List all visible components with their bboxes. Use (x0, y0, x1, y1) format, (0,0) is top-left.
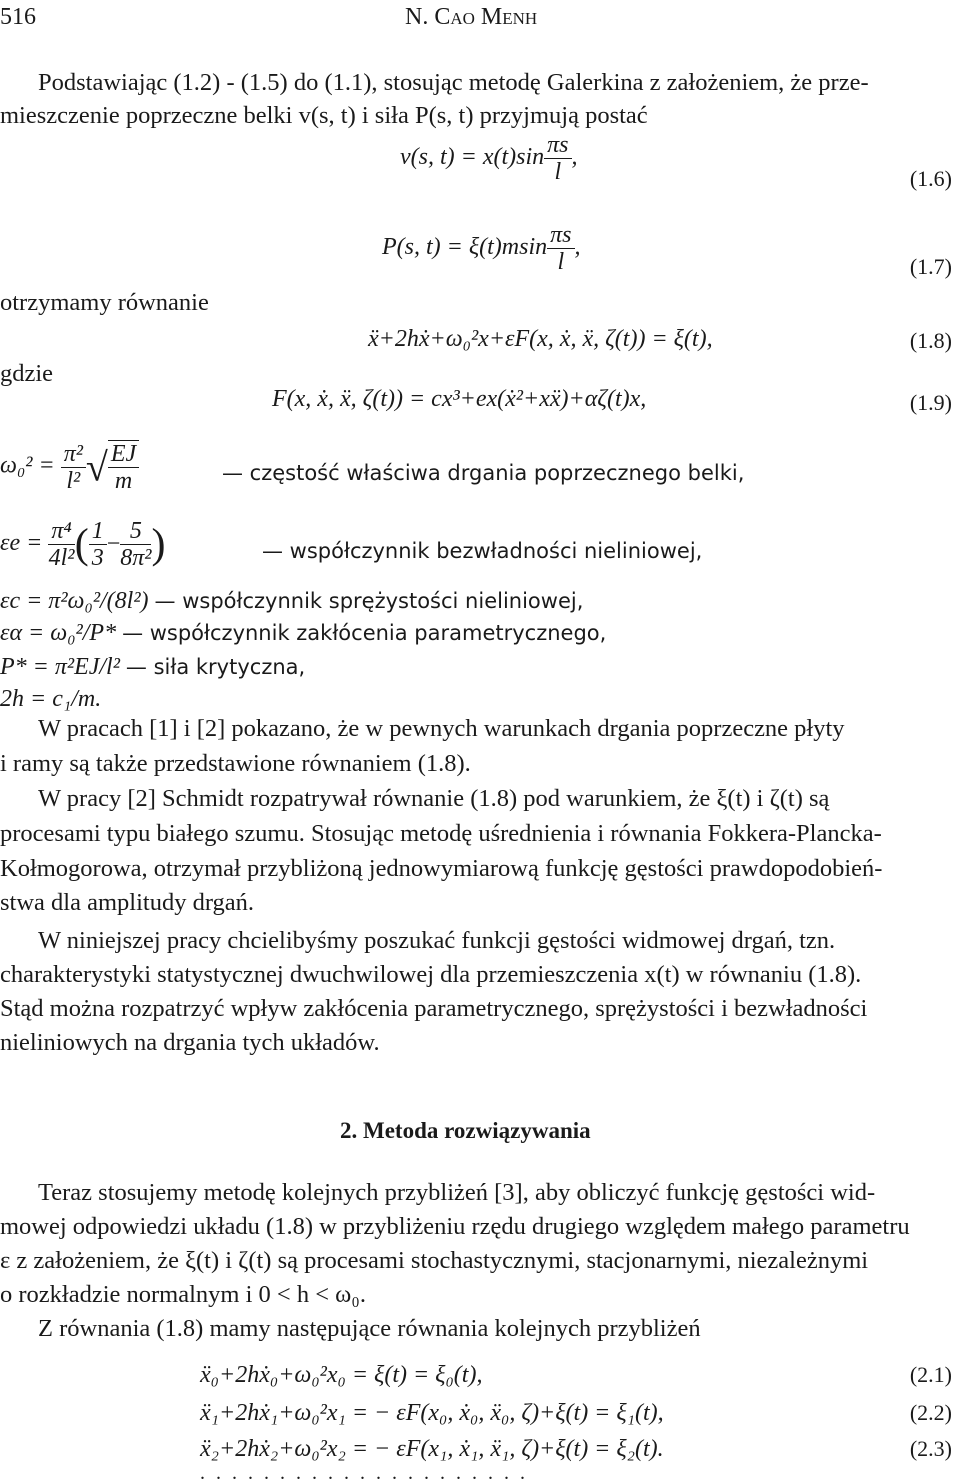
epsilon-e-description: — współczynnik bezwładności nieliniowej, (262, 539, 703, 563)
eq17-lhs: P(s, t) = ξ(t)msin (382, 234, 548, 261)
epsilon-c-expr: εc = π²ω₀²/(8l²) (0, 588, 149, 614)
eq16-lhs: v(s, t) = x(t)sin (400, 144, 545, 171)
paragraph-4-line-3: ε z założeniem, że ξ(t) i ζ(t) są procesami stochastycznymi, stacjonarnymi, niezależnymi (0, 1247, 869, 1274)
epsilon-e-b-num: 5 (120, 518, 151, 545)
paragraph-2-line-3: Kołmogorowa, otrzymał przybliżoną jednowymiarową funkcję gęstości prawdopodobień- (0, 855, 883, 882)
page-number: 516 (0, 4, 36, 30)
epsilon-alpha-expr: εα = ω₀²/P* (0, 620, 117, 646)
section-heading: 2. Metoda rozwiązywania (340, 1118, 591, 1143)
eq16-num: πs (544, 132, 571, 159)
eq-number-1-8: (1.8) (909, 328, 952, 353)
definition-omega (0, 440, 139, 510)
omega-description: — częstość właściwa drgania poprzecznego belki, (222, 461, 745, 485)
continuation-dots: . . . . . . . . . . . . . . . . . . . . . (200, 1462, 528, 1484)
epsilon-e-den: 4l² (48, 545, 75, 571)
intro-line-1: Podstawiając (1.2) - (1.5) do (1.1), stosując metodę Galerkina z założeniem, że prze- (38, 69, 869, 96)
eq17-num: πs (547, 222, 574, 249)
equation-1-9: F(x, ẋ, ẍ, ζ(t)) = cx³+ex(ẋ²+xẍ)+αζ(t)x, (272, 386, 647, 412)
omega-fraction (61, 441, 86, 494)
epsilon-e-fraction (48, 518, 74, 571)
epsilon-e-num: π⁴ (48, 518, 74, 545)
omega-den: l² (66, 467, 81, 494)
epsilon-e-a (89, 518, 107, 571)
paragraph-5: Z równania (1.8) mamy następujące równania kolejnych przybliżeń (38, 1315, 701, 1342)
epsilon-e-minus: − (106, 531, 121, 557)
omega-lhs: ω₀² = (0, 452, 55, 479)
left-paren: ( (74, 521, 89, 568)
right-paren: ) (151, 521, 166, 568)
eq16-den: l (554, 159, 562, 185)
equation-2-2: ẍ₁+2hẋ₁+ω₀²x₁ = − εF(x₀, ẋ₀, ẍ₀, ζ)+ξ(t) = ξ₁(t), (200, 1400, 664, 1426)
eq-number-1-9: (1.9) (909, 390, 952, 415)
eq-number-2-1: (2.1) (909, 1362, 952, 1387)
label-otrzymamy: otrzymamy równanie (0, 289, 209, 316)
eq-number-1-6: (1.6) (909, 166, 952, 191)
definition-epsilon-c (0, 588, 583, 615)
equation-1-6 (400, 132, 578, 202)
running-head-author: N. Cao Menh (405, 4, 538, 30)
paragraph-1-line-2: i ramy są także przedstawione równaniem (1.8). (0, 750, 471, 777)
sqrt-sign: √ (85, 444, 108, 490)
omega-root-fraction (108, 440, 139, 494)
omega-root-den: m (114, 468, 133, 494)
paragraph-3-line-2: charakterystyki statystycznej dwuchwilowej dla przemieszczenia x(t) w równaniu (1.8). (0, 961, 862, 988)
eq16-fraction (544, 132, 571, 185)
paragraph-1-line-1: W pracach [1] i [2] pokazano, że w pewnych warunkach drgania poprzeczne płyty (38, 715, 845, 742)
definition-epsilon-alpha (0, 620, 606, 647)
eq-number-2-2: (2.2) (909, 1400, 952, 1425)
p-star-expr: P* = π²EJ/l² (0, 654, 120, 680)
paragraph-2-line-4: stwa dla amplitudy drgań. (0, 889, 255, 916)
paragraph-4-line-4: o rozkładzie normalnym i 0 < h < ω₀. (0, 1281, 366, 1308)
epsilon-e-lhs: εe = (0, 530, 43, 557)
eq17-den: l (557, 249, 565, 275)
paragraph-4-line-2: mowej odpowiedzi układu (1.8) w przybliżeniu rzędu drugiego względem małego parametru (0, 1213, 910, 1240)
eq-number-1-7: (1.7) (909, 254, 952, 279)
definition-epsilon-e (0, 518, 165, 588)
epsilon-e-a-num: 1 (89, 518, 107, 545)
omega-root-num: EJ (108, 441, 139, 468)
intro-line-2: mieszczenie poprzeczne belki v(s, t) i siła P(s, t) przyjmują postać (0, 102, 648, 129)
epsilon-e-a-den: 3 (91, 545, 104, 571)
paragraph-4-line-1: Teraz stosujemy metodę kolejnych przybliżeń [3], aby obliczyć funkcję gęstości wid- (38, 1179, 876, 1206)
omega-num: π² (61, 441, 86, 468)
paragraph-3-line-3: Stąd można rozpatrzyć wpływ zakłócenia parametrycznego, sprężystości i bezwładności (0, 995, 868, 1022)
paragraph-2-line-2: procesami typu białego szumu. Stosując metodę uśrednienia i równania Fokkera-Plancka- (0, 820, 882, 847)
eq16-tail: , (571, 144, 578, 171)
equation-1-8: ẍ+2hẋ+ω₀²x+εF(x, ẋ, ẍ, ζ(t)) = ξ(t), (368, 326, 713, 352)
paragraph-3-line-1: W niniejszej pracy chcielibyśmy poszukać funkcji gęstości widmowej drgań, tzn. (38, 927, 836, 954)
eq17-fraction (547, 222, 574, 275)
definition-p-star (0, 654, 305, 681)
eq-number-2-3: (2.3) (909, 1436, 952, 1461)
epsilon-alpha-description: — współczynnik zakłócenia parametrycznego, (122, 621, 607, 645)
definition-h: 2h = c₁/m. (0, 686, 102, 712)
equation-2-1: ẍ₀+2hẋ₀+ω₀²x₀ = ξ(t) = ξ₀(t), (200, 1362, 483, 1388)
equation-2-3: ẍ₂+2hẋ₂+ω₀²x₂ = − εF(x₁, ẋ₁, ẍ₁, ζ)+ξ(t) = ξ₂(t). (200, 1436, 664, 1462)
epsilon-e-b (120, 518, 151, 571)
equation-1-7 (382, 222, 581, 292)
paragraph-3-line-4: nieliniowych na drgania tych układów. (0, 1029, 380, 1056)
label-gdzie: gdzie (0, 360, 54, 387)
paragraph-2-line-1: W pracy [2] Schmidt rozpatrywał równanie (1.8) pod warunkiem, że ξ(t) i ζ(t) są (38, 785, 830, 812)
eq17-tail: , (574, 234, 581, 261)
epsilon-c-description: — współczynnik sprężystości nieliniowej, (154, 589, 584, 613)
p-star-description: — siła krytyczna, (125, 655, 306, 679)
epsilon-e-b-den: 8π² (120, 545, 152, 571)
